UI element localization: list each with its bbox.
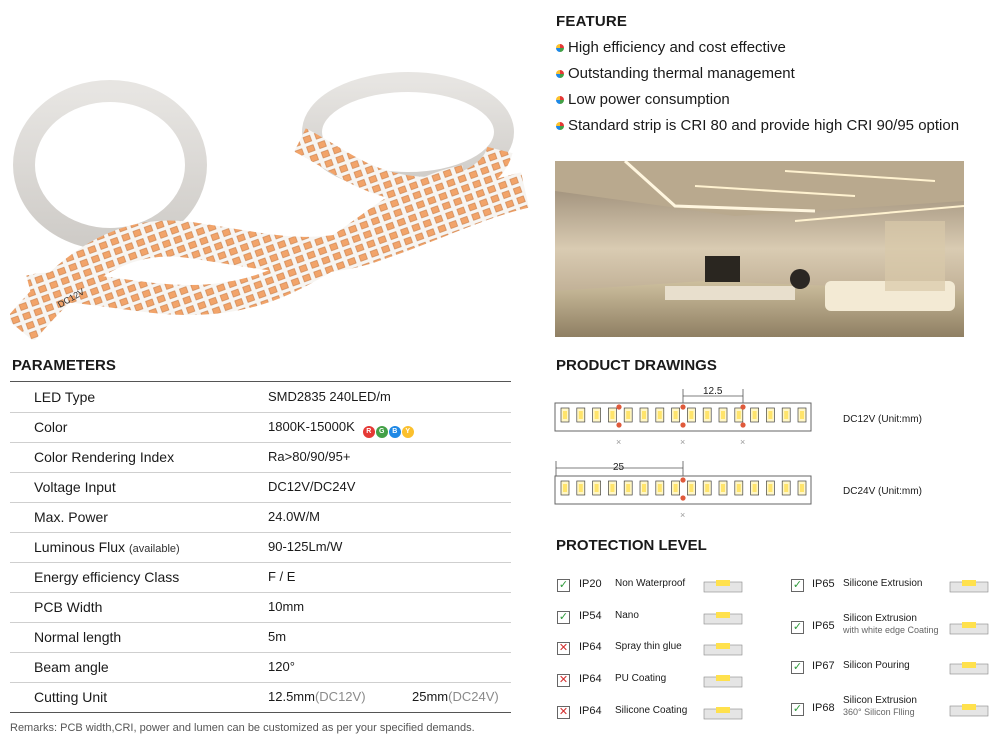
svg-text:×: × <box>680 510 686 520</box>
led-emitter <box>784 484 788 492</box>
check-icon: ✓ <box>792 621 803 633</box>
dc12v-strip-drawing <box>553 383 823 451</box>
led-emitter <box>563 411 567 419</box>
ip-note: with white edge Coating <box>843 625 939 635</box>
led-emitter <box>689 411 693 419</box>
led-emitter <box>768 484 772 492</box>
param-row: Cutting Unit 12.5mm(DC12V) 25mm(DC24V) <box>10 682 511 713</box>
ip-code: IP64 <box>579 705 602 717</box>
check-icon: ✓ <box>792 703 803 715</box>
ip-note: 360° Silicon Flling <box>843 707 915 717</box>
ip-description: Nano <box>615 610 639 621</box>
solder-pad <box>680 422 685 427</box>
dc24v-strip-drawing <box>553 458 823 522</box>
ip-code: IP64 <box>579 673 602 685</box>
ip-code: IP54 <box>579 610 602 622</box>
feature-item: Low power consumption <box>556 91 730 108</box>
led-emitter <box>737 484 741 492</box>
drawings-title: PRODUCT DRAWINGS <box>556 357 717 374</box>
ip-description: Non Waterproof <box>615 578 686 589</box>
param-row: Energy efficiency Class F / E <box>10 562 511 593</box>
check-icon: ✓ <box>792 579 803 591</box>
led-emitter <box>610 484 614 492</box>
feature-title: FEATURE <box>556 13 628 30</box>
ip-code: IP65 <box>812 620 835 632</box>
feature-item: High efficiency and cost effective <box>556 39 786 56</box>
dc12v-dimension: 12.5 <box>703 386 723 397</box>
ip-code: IP20 <box>579 578 602 590</box>
ip-description: Silicon Extrusion with white edge Coating <box>843 613 939 635</box>
remarks-text: Remarks: PCB width,CRI, power and lumen can be customized as per your specified demands. <box>10 722 475 734</box>
cross-icon: ✕ <box>558 642 569 654</box>
led-emitter <box>737 411 741 419</box>
bullet-icon <box>556 96 564 104</box>
svg-text:×: × <box>680 437 686 447</box>
ip-description: Silicone Extrusion <box>843 578 923 589</box>
led-emitter <box>753 484 757 492</box>
led-emitter <box>784 411 788 419</box>
led-emitter <box>768 411 772 419</box>
coating-profile-icon <box>948 696 992 727</box>
ip-description: Silicon Pouring <box>843 660 910 671</box>
param-row: Color Rendering Index Ra>80/90/95+ <box>10 442 511 473</box>
feature-item: Outstanding thermal management <box>556 65 795 82</box>
param-row: Normal length 5m <box>10 622 511 653</box>
param-row: Max. Power 24.0W/M <box>10 502 511 533</box>
led-emitter <box>658 411 662 419</box>
led-emitter <box>800 411 804 419</box>
led-emitter <box>705 484 709 492</box>
param-row: LED Type SMD2835 240LED/m <box>10 382 511 413</box>
param-row: Luminous Flux (available) 90-125Lm/W <box>10 532 511 563</box>
led-emitter <box>800 484 804 492</box>
ip-description: Spray thin glue <box>615 641 682 652</box>
led-emitter <box>674 411 678 419</box>
led-emitter <box>674 484 678 492</box>
param-row: PCB Width 10mm <box>10 592 511 623</box>
feature-item: Standard strip is CRI 80 and provide high CRI 90/95 option <box>556 117 959 134</box>
led-emitter <box>721 484 725 492</box>
dc24v-unit-label: DC24V (Unit:mm) <box>843 486 922 497</box>
coating-profile-icon <box>702 635 746 666</box>
protection-title: PROTECTION LEVEL <box>556 537 707 554</box>
solder-pad <box>740 404 745 409</box>
led-emitter <box>626 411 630 419</box>
led-emitter <box>595 411 599 419</box>
cross-icon: ✕ <box>558 706 569 718</box>
solder-pad <box>680 495 685 500</box>
coating-profile-icon <box>702 699 746 730</box>
check-icon: ✓ <box>792 661 803 673</box>
led-emitter <box>658 484 662 492</box>
bullet-icon <box>556 70 564 78</box>
led-emitter <box>689 484 693 492</box>
led-strip-photo <box>10 40 537 340</box>
bullet-icon <box>556 44 564 52</box>
led-emitter <box>705 411 709 419</box>
rgby-badges <box>363 426 414 438</box>
bullet-icon <box>556 122 564 130</box>
ip-description: PU Coating <box>615 673 667 684</box>
led-emitter <box>642 411 646 419</box>
ip-code: IP68 <box>812 702 835 714</box>
led-emitter <box>595 484 599 492</box>
led-emitter <box>753 411 757 419</box>
solder-pad <box>680 477 685 482</box>
coating-profile-icon <box>702 604 746 635</box>
led-emitter <box>610 411 614 419</box>
led-emitter <box>579 484 583 492</box>
coating-profile-icon <box>948 614 992 645</box>
led-emitter <box>626 484 630 492</box>
dc12v-unit-label: DC12V (Unit:mm) <box>843 414 922 425</box>
parameters-title: PARAMETERS <box>12 357 116 374</box>
svg-text:×: × <box>740 437 746 447</box>
room-application-photo <box>555 161 964 337</box>
dc24v-dimension: 25 <box>613 462 625 473</box>
solder-pad <box>616 422 621 427</box>
solder-pad <box>616 404 621 409</box>
svg-text:×: × <box>616 437 622 447</box>
coating-profile-icon <box>702 667 746 698</box>
param-row: Beam angle 120° <box>10 652 511 683</box>
coating-profile-icon <box>948 654 992 685</box>
cross-icon: ✕ <box>558 674 569 686</box>
ip-description: Silicon Extrusion 360° Silicon Flling <box>843 695 917 717</box>
ip-code: IP67 <box>812 660 835 672</box>
green-badge: G <box>376 426 388 438</box>
red-badge: R <box>363 426 375 438</box>
yellow-badge: Y <box>402 426 414 438</box>
blue-badge: B <box>389 426 401 438</box>
solder-pad <box>740 422 745 427</box>
ip-code: IP64 <box>579 641 602 653</box>
check-icon: ✓ <box>558 611 569 623</box>
led-emitter <box>563 484 567 492</box>
check-icon: ✓ <box>558 579 569 591</box>
ip-code: IP65 <box>812 578 835 590</box>
led-emitter <box>721 411 725 419</box>
solder-pad <box>680 404 685 409</box>
ip-description: Silicone Coating <box>615 705 688 716</box>
strip-voltage-label: DC12V <box>56 286 87 310</box>
coating-profile-icon <box>702 572 746 603</box>
coating-profile-icon <box>948 572 992 603</box>
led-emitter <box>579 411 583 419</box>
param-row: Color 1800K-15000K R G B Y <box>10 412 511 443</box>
param-row: Voltage Input DC12V/DC24V <box>10 472 511 503</box>
led-emitter <box>642 484 646 492</box>
